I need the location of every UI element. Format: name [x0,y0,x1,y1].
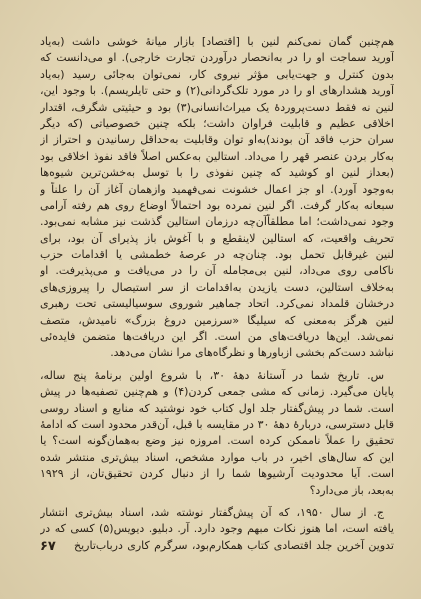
text-line: اخلاقی عظیم و قابلیت فراوان داشت؛ بلکه چنین خصوصیاتی (که دیگر [40,116,394,130]
text-line: درخشان قلمداد نمی‌کرد. اتحاد جماهیر شوروی سوسیالیستی تحت رهبری [40,297,394,311]
text-line: پایان می‌گیرد. زمانی که مشی جمعی کردن(۴) و هم‌چنین تصفیه‌ها در پیش [40,385,394,399]
text-line: (بعداز لنین او کوشید که چنین نفوذی را با توسل به‌خشن‌ترین شیوه‌ها [40,166,394,180]
text-line: آورید سماجت او را در به‌انحصار درآوردن تجارت خارجی). او می‌دانست که [40,51,394,65]
text-line: یافته است، اما هنوز نکات مبهم وجود دارد. آر. دبلیو. دیویس(۵) کسی که در [40,522,394,536]
text-line: سران حزب فاقد آن بودند)به‌او توان وقابلیت به‌حداقل رسانیدن و احتراز از [40,133,394,147]
text-line: تحریف واقعیت، که استالین لاینقطع و با آغوش باز پذیرای آن بود، برای [40,231,394,245]
text-line: است. آیا محدودیت آرشیوها شما را از دنبال کردن تحقیق‌تان، از ۱۹۲۹ [40,467,394,481]
paragraph [40,505,394,554]
page-body-text [40,34,394,554]
text-line: به‌کار بردن عنصر قهر را می‌داد. استالین به‌عکس اصلاً فاقد نفوذ اخلاقی بود [40,149,394,163]
text-line: ج. از سال ۱۹۵۰، که آن پیش‌گفتار نوشته شد، اسناد بیش‌تری انتشار [40,505,384,519]
text-line: تدوین آخرین جلد اقتصادی کتاب همکارم‌بود، سرگرم کاری درباب‌تاریخ [74,538,394,552]
text-line: نمی‌شد. این‌ها دریافت‌های من است. اگر این دریافت‌ها متضمن فایده‌ئی [40,330,394,344]
text-line: به‌خلاف استالین، دست یازیدن به‌اقدامات از سر استیصال را پیروزی‌های [40,280,394,294]
text-line: آورید هشدارهای او را در مورد تلک‌گردانی(۲) و حتی تایلریسم). با وجود این، [40,84,394,98]
text-line: وجود نمی‌داشت؛ اما مطلقاًآن‌چه درزمان استالین گذشت نیز مشابه نمی‌بود. [40,215,394,229]
text-line: به‌وجود آورد). او جز اعمال خشونت نمی‌فهمید وازهمان آغاز آن را علناً و [40,182,394,196]
text-line: هم‌چنین گمان نمی‌کنم لنین با [اقتصاد] بازار میانهٔ خوشی داشت (به‌یاد [40,35,394,48]
text-line: لنین غیرقابل تحمل بود. چنان‌چه در عرصهٔ خطمشی یا اقدامات حزب [40,248,394,262]
text-line: لنین هرگز به‌معنی که سیلیگا «سرزمین دروغ بزرگ» نامیدش، متصف [40,313,394,327]
paragraph [40,34,394,362]
text-line: تحقیق را عملاً ناممکن کرده است. امروزه نیز وضع به‌همان‌گونه است؟ یا [40,434,394,448]
page-number: ۶۷ [40,539,56,554]
text-line: بدون کنترل و جهت‌یابی مؤثر نیروی کار، نمی‌توان به‌جائی رسید (به‌یاد [40,67,394,81]
text-line: قابل دسترسی، دربارهٔ دههٔ ۳۰ در مقایسه با قبل، آن‌قدر محدود است که ادامهٔ [40,417,394,431]
text-line: به‌بعد، باز می‌دارد؟ [309,483,394,497]
text-line: لنین نه فقط دست‌پروردهٔ یک میراث‌انسانی(۳) بود و حیثیتی شگرف، اقتدار [40,100,394,114]
text-line: است. شما در پیش‌گفتار جلد اول کتاب خود نوشتید که منابع و اسناد روسی [40,401,394,415]
text-line: سبعانه به‌کار گرفت. اگر لنین نمرده بود احتمالاً اوضاع روی هم رفته آرامی [40,198,394,212]
text-line: ناکامی روی می‌داد، لنین بی‌مجامله آن را در می‌یافت و می‌پذیرفت. او [40,264,394,278]
text-line: س. تاریخ شما در آستانهٔ دههٔ ۳۰، با شروع اولین برنامهٔ پنج ساله، [40,368,384,382]
text-line: نباشد دست‌کم بخشی ازباورها و نظرگاه‌های مرا نشان می‌دهد. [110,346,394,360]
text-line: این که سال‌های اخیر، در باب موارد مشخص، اسناد بیش‌تری منتشر شده [40,450,394,464]
paragraph [40,368,394,499]
